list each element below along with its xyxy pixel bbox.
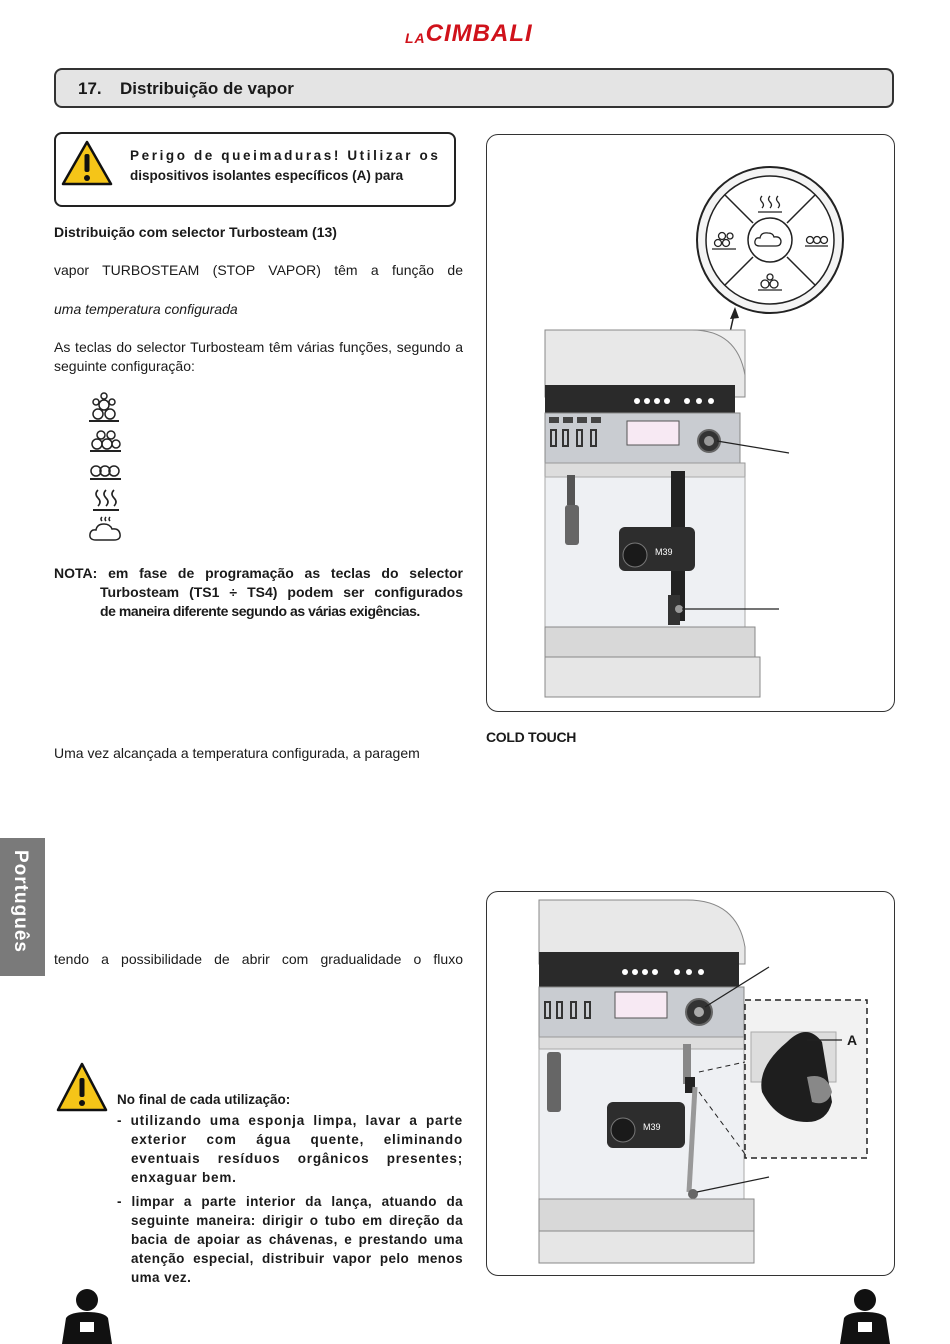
subheading: Distribuição com selector Turbosteam (13) [54,224,337,240]
steam-milk-icon [86,392,122,424]
programming-note [54,564,463,621]
display-label-2: M39 [643,1122,661,1132]
selector-zoom [697,167,843,313]
end-of-use-item-2: - limpar a parte interior da lança, atuando da seguinte maneira: dirigir o tubo em direção da bacia de apoiar as chávenas, e prestando uma atenção especial, distribuir vapor pelo menos uma vez. [117,1194,463,1285]
cloud-icon [88,515,124,543]
figure-caption-cold-touch: COLD TOUCH [486,729,577,745]
section-header [54,68,894,108]
barista-icon [836,1288,894,1344]
figure-turbosteam [486,134,895,712]
para-flow: tendo a possibilidade de abrir com gradualidade o fluxo [54,951,463,967]
warning-line-1: Perigo de queimaduras! Utilizar os [130,148,441,163]
machine-body-1 [545,330,789,697]
logo-prefix: LA [405,30,426,46]
logo-main: CIMBALI [425,20,533,47]
cappuccino-icon [88,428,122,454]
note-line-3: de maneira diferente segundo as várias exigências. [100,603,420,619]
para-turbosteam: vapor TURBOSTEAM (STOP VAPOR) têm a função de [54,262,463,278]
warning-icon [61,140,113,186]
warning-icon [56,1062,108,1112]
note-label: NOTA: [54,565,98,581]
language-label: Português [10,850,31,953]
note-line-1: em fase de programação as teclas do selector [108,565,463,581]
section-number: 17. [78,79,102,98]
language-tab [0,838,45,976]
para-selector-keys: As teclas do selector Turbosteam têm várias funções, segundo a seguinte configuração: [54,339,463,374]
figure-steam-wand [486,891,895,1276]
cimbali-logo [405,20,545,54]
para-stop: Uma vez alcançada a temperatura configurada, a paragem [54,745,420,761]
warning-text [130,146,452,186]
para-temperature: uma temperatura configurada [54,301,238,317]
machine-illustration-1 [487,135,893,710]
section-title: Distribuição de vapor [120,79,294,98]
end-of-use-item-1: - utilizando uma esponja limpa, lavar a parte exterior com água quente, eliminando eventuais resíduos orgânicos presentes; enxaguar bem. [117,1113,463,1185]
machine-illustration-2 [487,892,893,1274]
froth-icon [88,462,122,482]
steam-icon [90,488,122,512]
callout-a: A [847,1032,858,1048]
warning-line-2: dispositivos isolantes específicos (A) para [130,168,404,183]
barista-icon [58,1288,116,1344]
display-label-1: M39 [655,547,673,557]
burn-warning-box [54,132,456,207]
note-line-2: Turbosteam (TS1 ÷ TS4) podem ser configurados [100,584,463,600]
end-of-use-title: No final de cada utilização: [117,1092,291,1107]
machine-body-2 [539,900,769,1263]
